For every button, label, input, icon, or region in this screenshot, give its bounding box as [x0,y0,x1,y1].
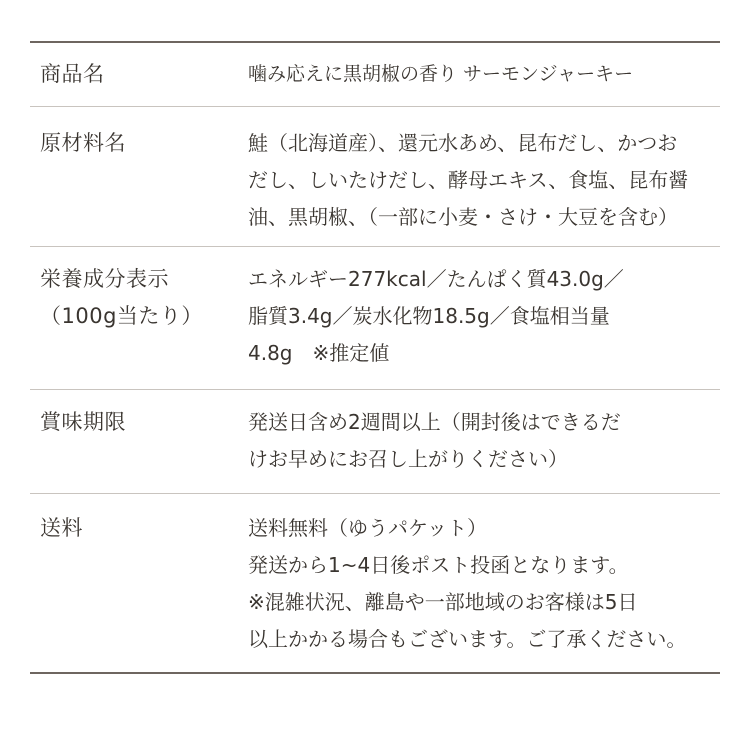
spec-label [30,56,248,106]
spec-label-line: 賞味期限 [40,410,126,434]
spec-value-line: 4.8g ※推定値 [248,341,390,365]
spec-value-line: 以上かかる場合もございます。ご了承ください。 [248,627,687,651]
spec-label [30,261,248,389]
spec-label-line: 栄養成分表示 [40,267,169,291]
spec-value-line: 鮭（北海道産）、還元水あめ、昆布だし、かつお [248,131,678,155]
spec-row-best-before [30,390,720,494]
spec-value-line: 発送日含め2週間以上（開封後はできるだ [248,410,621,434]
spec-value [248,404,720,493]
spec-value-line: だし、しいたけだし、酵母エキス、食塩、昆布醤 [248,168,689,192]
spec-label [30,510,248,672]
spec-value [248,56,720,106]
spec-value-line: ※混雑状況、離島や一部地域のお客様は5日 [248,590,638,614]
spec-row-shipping [30,494,720,672]
spec-value-line: けお早めにお召し上がりください） [248,447,568,471]
spec-value-line: 油、黒胡椒、（一部に小麦・さけ・大豆を含む） [248,205,678,229]
spec-row-nutrition [30,247,720,390]
spec-label-line: （100g当たり） [40,304,203,328]
spec-label [30,404,248,493]
product-spec-table [30,41,720,674]
spec-value-line: 脂質3.4g／炭水化物18.5g／食塩相当量 [248,304,610,328]
spec-row-ingredients [30,107,720,247]
spec-value [248,510,720,672]
spec-value-line: 発送から1~4日後ポスト投函となります。 [248,553,629,577]
spec-label-line: 商品名 [40,62,105,86]
spec-value [248,261,720,389]
spec-value [248,125,720,246]
spec-label-line: 送料 [40,516,83,540]
spec-label [30,125,248,246]
spec-value-line: エネルギー277kcal／たんぱく質43.0g／ [248,267,624,291]
spec-row-product-name [30,43,720,107]
spec-value-line: 送料無料（ゆうパケット） [248,516,487,540]
spec-label-line: 原材料名 [40,131,126,155]
spec-value-line: 噛み応えに黒胡椒の香り サーモンジャーキー [248,63,634,85]
